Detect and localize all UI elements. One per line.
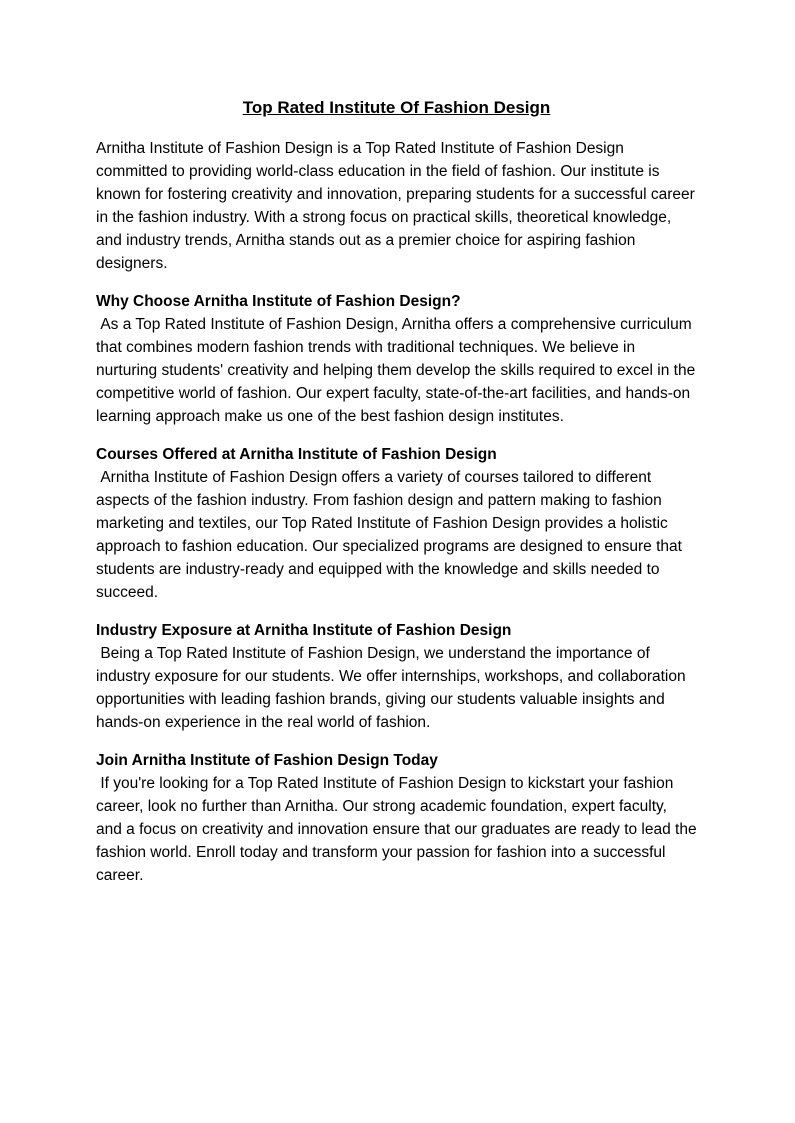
page-title: Top Rated Institute Of Fashion Design bbox=[242, 98, 551, 117]
section-industry-exposure bbox=[96, 619, 697, 734]
section-body: Arnitha Institute of Fashion Design offers a variety of courses tailored to different aspects of the fashion industry. From fashion design and pattern making to fashion marketing and textiles, our Top Rated Institute of Fashion Design provides a holistic approach to fashion education. Our specialized programs are designed to ensure that students are industry-ready and equipped with the knowledge and skills needed to succeed. bbox=[96, 469, 687, 601]
section-body: Being a Top Rated Institute of Fashion Design, we understand the importance of industry exposure for our students. We offer internships, workshops, and collaboration opportunities with leading fashion brands, giving our students valuable insights and hands-on experience in the real world of fashion. bbox=[96, 645, 690, 731]
section-body: As a Top Rated Institute of Fashion Design, Arnitha offers a comprehensive curriculum that combines modern fashion trends with traditional techniques. We believe in nurturing students' creativity and helping them develop the skills required to excel in the competitive world of fashion. Our expert faculty, state-of-the-art facilities, and hands-on learning approach make us one of the best fashion design institutes. bbox=[96, 316, 700, 425]
section-heading: Industry Exposure at Arnitha Institute of Fashion Design bbox=[96, 622, 512, 639]
section-body: If you're looking for a Top Rated Institute of Fashion Design to kickstart your fashion career, look no further than Arnitha. Our strong academic foundation, expert faculty, and a focus on creativity and innovation ensure that our graduates are ready to lead the fashion world. Enroll today and transform your passion for fashion into a successful career. bbox=[96, 775, 701, 884]
section-join-today bbox=[96, 749, 701, 887]
section-courses-offered bbox=[96, 443, 697, 604]
section-heading: Courses Offered at Arnitha Institute of Fashion Design bbox=[96, 446, 497, 463]
intro-paragraph: Arnitha Institute of Fashion Design is a Top Rated Institute of Fashion Design committed to providing world-class education in the field of fashion. Our institute is known for fostering creativity and innovation, preparing students for a successful career in the fashion industry. With a strong focus on practical skills, theoretical knowledge, and industry trends, Arnitha stands out as a premier choice for aspiring fashion designers. bbox=[96, 140, 700, 272]
section-why-choose bbox=[96, 290, 700, 428]
section-heading: Why Choose Arnitha Institute of Fashion Design? bbox=[96, 293, 461, 310]
section-heading: Join Arnitha Institute of Fashion Design Today bbox=[96, 752, 438, 769]
